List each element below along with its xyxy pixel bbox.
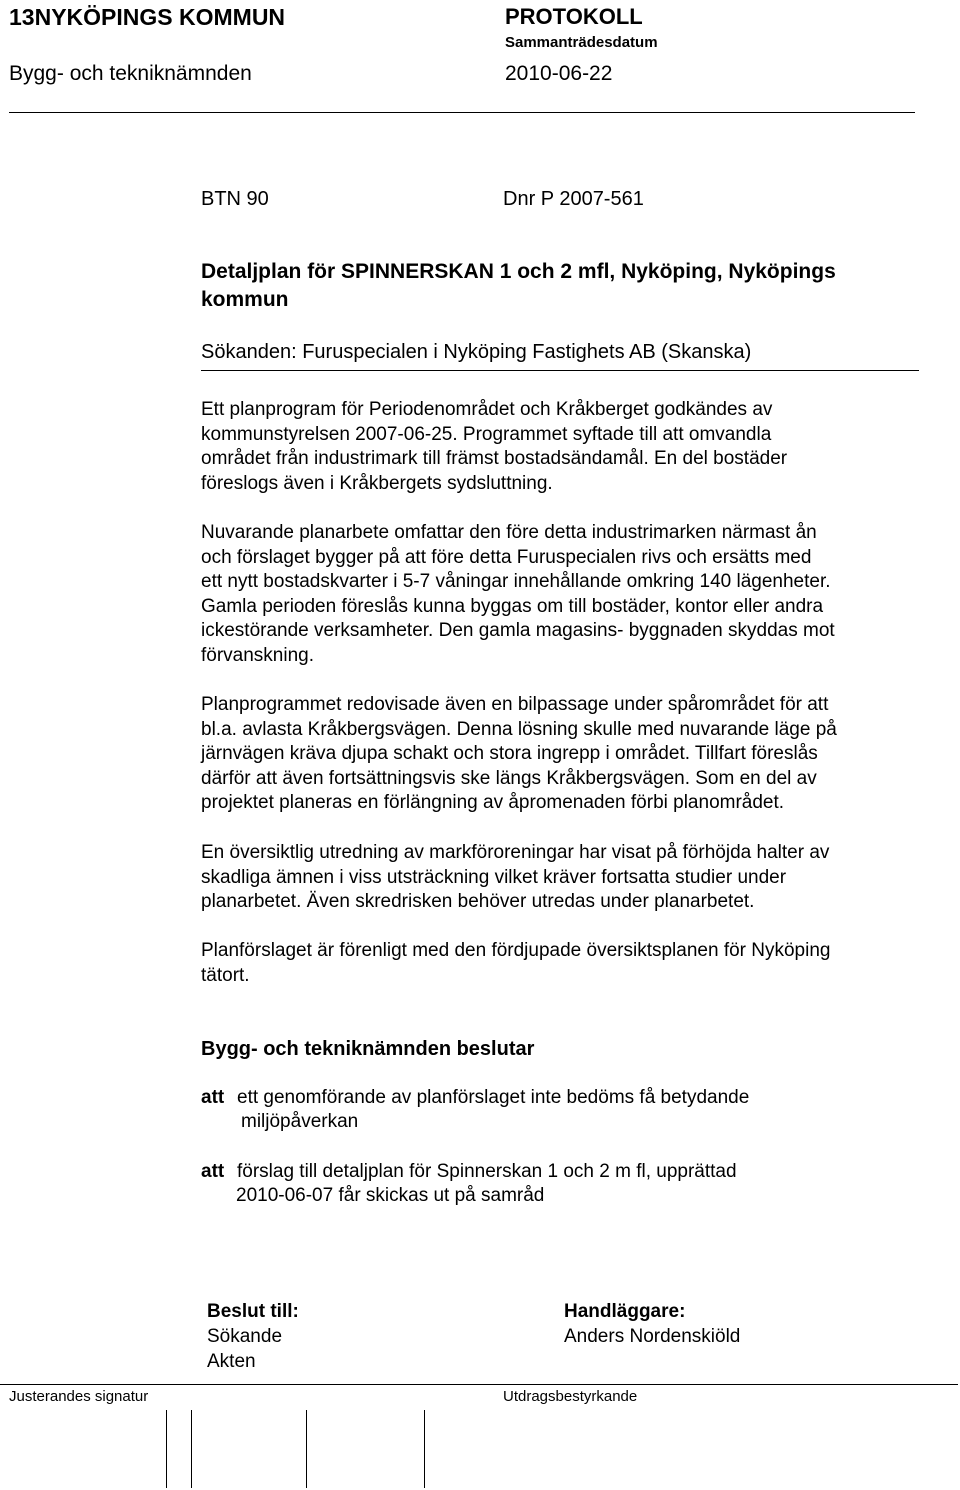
committee-name: Bygg- och tekniknämnden — [9, 62, 252, 85]
paragraph-traffic — [201, 693, 921, 816]
text-line: skadliga ämnen i viss utsträckning vilket kräver fortsatta studier under — [201, 866, 787, 888]
municipality-name: 13NYKÖPINGS KOMMUN — [9, 4, 286, 30]
text-line: Nuvarande planarbete omfattar den före detta industrimarken närmast ån — [201, 522, 817, 543]
recipient: Akten — [207, 1351, 256, 1372]
certified-label: Utdragsbestyrkande — [503, 1388, 638, 1405]
decision-marker: att — [201, 1161, 225, 1182]
decision-heading: Bygg- och tekniknämnden beslutar — [201, 1038, 535, 1060]
text-line: förvanskning. — [201, 644, 315, 666]
text-line: planarbetet. Även skredrisken behöver utredas under planarbetet. — [201, 891, 755, 912]
case-title-line-1: Detaljplan för SPINNERSKAN 1 och 2 mfl, Nyköping, Nyköpings — [201, 260, 836, 283]
signature-box-line — [306, 1410, 307, 1488]
signature-box-line — [166, 1410, 167, 1488]
decision-text: 2010-06-07 får skickas ut på samråd — [236, 1185, 545, 1206]
recipients-label: Beslut till: — [207, 1301, 299, 1322]
meeting-date-label: Sammanträdesdatum — [505, 34, 658, 51]
decision-text: förslag till detaljplan för Spinnerskan 1 och 2 m fl, upprättad — [237, 1161, 737, 1182]
paragraph-current-work — [201, 521, 921, 668]
case-dnr: Dnr P 2007-561 — [503, 188, 644, 210]
case-title-line-2: kommun — [201, 288, 289, 311]
text-line: Planförslaget är förenligt med den fördjupade översiktsplanen för Nyköping — [201, 940, 831, 961]
decision-text: ett genomförande av planförslaget inte bedöms få betydande — [237, 1087, 750, 1108]
footer-divider — [0, 1384, 958, 1385]
handler-label: Handläggare: — [564, 1301, 686, 1322]
text-line: ickestörande verksamheter. Den gamla magasins- byggnaden skyddas mot — [201, 620, 835, 641]
document-type: PROTOKOLL — [505, 4, 643, 29]
text-line: bl.a. avlasta Kråkbergsvägen. Denna lösning skulle med nuvarande läge på — [201, 718, 837, 740]
text-line: ett nytt bostadskvarter i 5-7 våningar innehållande omkring 140 lägenheter. — [201, 571, 831, 592]
paragraph-background — [201, 398, 921, 496]
text-line: föreslogs även i Kråkbergets sydsluttning. — [201, 472, 553, 494]
meeting-date: 2010-06-22 — [505, 62, 613, 85]
decision-text: miljöpåverkan — [241, 1111, 359, 1132]
text-line: därför att även fortsättningsvis ske längs Kråkbergsvägen. Som en del av — [201, 767, 817, 789]
case-number: BTN 90 — [201, 188, 269, 210]
text-line: och förslaget bygger på att före detta Furuspecialen rivs och ersätts med — [201, 546, 812, 568]
text-line: Planprogrammet redovisade även en bilpassage under spårområdet för att — [201, 694, 829, 715]
decision-marker: att — [201, 1087, 225, 1108]
text-line: Ett planprogram för Periodenområdet och Kråkberget godkändes av — [201, 399, 773, 420]
text-line: området från industrimark till främst bostadsändamål. En del bostäder — [201, 448, 788, 469]
signature-box-line — [424, 1410, 425, 1488]
paragraph-contamination — [201, 841, 921, 915]
text-line: projektet planeras en förlängning av åpromenaden förbi planområdet. — [201, 792, 785, 813]
header-divider — [9, 112, 915, 113]
paragraph-comprehensive-plan — [201, 939, 921, 988]
text-line: kommunstyrelsen 2007-06-25. Programmet syftade till att omvandla — [201, 423, 772, 445]
handler-name: Anders Nordenskiöld — [564, 1326, 741, 1347]
recipient: Sökande — [207, 1326, 283, 1347]
text-line: En översiktlig utredning av markföroreningar har visat på förhöjda halter av — [201, 842, 830, 863]
signature-box-line — [191, 1410, 192, 1488]
text-line: järnvägen kräva djupa schakt och stora ingrepp i området. Tillfart föreslås — [201, 743, 818, 764]
text-line: tätort. — [201, 964, 250, 986]
text-line: Gamla perioden föreslås kunna byggas om till bostäder, kontor eller andra — [201, 595, 824, 617]
applicant-divider — [201, 370, 919, 371]
signature-label: Justerandes signatur — [9, 1388, 149, 1405]
applicant: Sökanden: Furuspecialen i Nyköping Fastighets AB (Skanska) — [201, 341, 752, 363]
